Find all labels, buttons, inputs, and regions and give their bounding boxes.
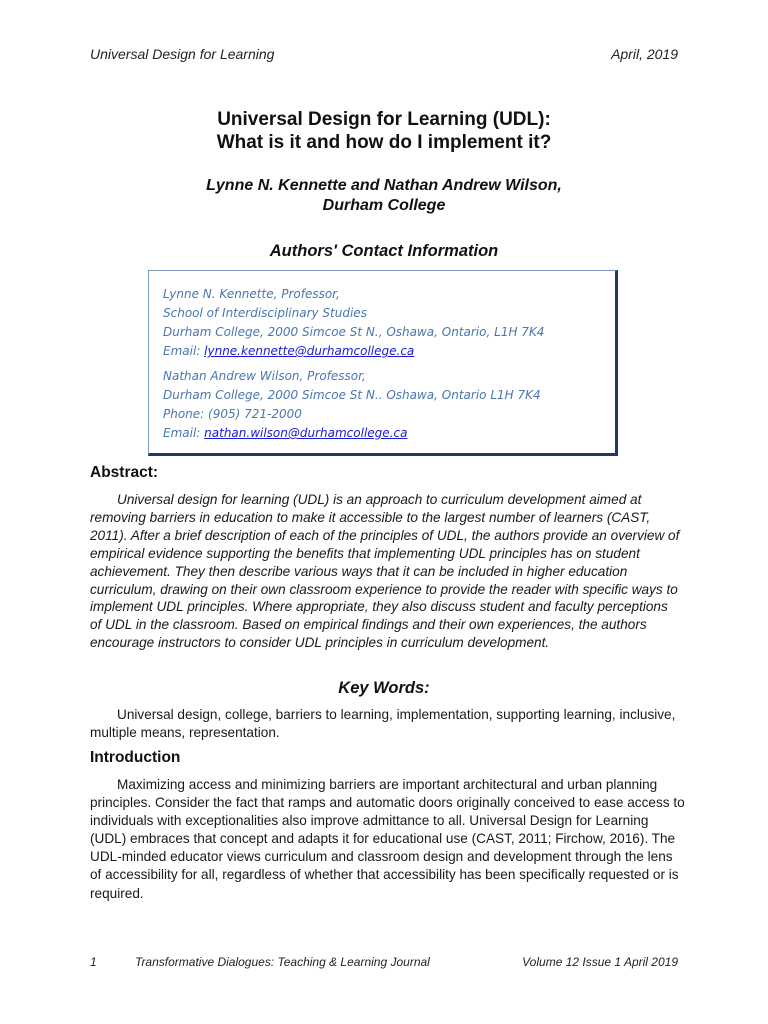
contact-author-2-name: Nathan Andrew Wilson, Professor,	[163, 369, 366, 383]
paper-title-line-1: Universal Design for Learning (UDL):	[217, 109, 551, 130]
author-byline	[90, 176, 678, 216]
contact-author-1-name: Lynne N. Kennette, Professor,	[163, 287, 340, 301]
contact-author-2	[163, 367, 601, 443]
keywords-text: Universal design, college, barriers to learning, implementation, supporting learning, inclusive, multiple means, representation.	[90, 707, 676, 740]
journal-name: Transformative Dialogues: Teaching & Learning Journal	[135, 955, 430, 969]
email-label: Email:	[163, 426, 205, 440]
contact-author-1-dept: School of Interdisciplinary Studies	[163, 306, 367, 320]
email-label: Email:	[163, 344, 205, 358]
contact-author-1-email-line	[163, 342, 601, 361]
email-link-kennette[interactable]: lynne.kennette@durhamcollege.ca	[204, 344, 415, 358]
running-header	[90, 46, 678, 62]
contact-author-2-address: Durham College, 2000 Simcoe St N.. Oshawa, Ontario L1H 7K4	[163, 388, 541, 402]
introduction-heading: Introduction	[90, 749, 181, 766]
introduction-text: Maximizing access and minimizing barriers are important architectural and urban planning principles. Consider the fact that ramps and automatic doors originally conceived to ease access to individuals with exceptionalities also improve admittance to all. Universal Design for Learning (UDL) embraces that concept and adapts it for educational use (CAST, 2011; Firchow, 2016). The UDL-minded educator views curriculum and classroom design and development through the lens of accessibility for all, regardless of whether that accessibility has been specifically requested or is required.	[90, 777, 685, 901]
contact-author-1	[163, 285, 601, 361]
author-names: Lynne N. Kennette and Nathan Andrew Wilson,	[206, 177, 562, 194]
volume-info: Volume 12 Issue 1 April 2019	[522, 955, 678, 969]
header-date: April, 2019	[611, 46, 678, 62]
abstract-heading: Abstract:	[90, 464, 159, 481]
author-affiliation: Durham College	[322, 197, 446, 214]
paper-title-line-2: What is it and how do I implement it?	[216, 132, 552, 153]
header-left-title: Universal Design for Learning	[90, 46, 275, 62]
contact-author-2-email-line	[163, 424, 601, 443]
contact-author-1-address: Durham College, 2000 Simcoe St N., Oshawa, Ontario, L1H 7K4	[163, 325, 545, 339]
email-link-wilson[interactable]: nathan.wilson@durhamcollege.ca	[204, 426, 408, 440]
paper-title	[90, 108, 678, 154]
keywords-heading: Key Words:	[338, 679, 430, 697]
contact-author-2-phone: Phone: (905) 721-2000	[163, 407, 302, 421]
contact-heading: Authors' Contact Information	[269, 242, 499, 260]
title-block	[90, 108, 678, 261]
page-number: 1	[90, 955, 97, 969]
abstract-text: Universal design for learning (UDL) is an approach to curriculum development aimed at removing barriers in education to make it accessible to the largest number of learners (CAST, 2011). After a brief description of each of the principles of UDL, the authors provide an overview of empirical evidence supporting the benefits that implementing UDL principles has on student achievement. They then describe various ways that it can be included in higher education curriculum, drawing on their own classroom experience to provide the reader with specific ways to implement UDL principles. Where appropriate, they also discuss student and faculty perceptions of UDL in the classroom. Based on empirical findings and their own experiences, the authors encourage instructors to consider UDL principles in curriculum development.	[90, 492, 680, 651]
contact-info-box	[148, 270, 618, 456]
